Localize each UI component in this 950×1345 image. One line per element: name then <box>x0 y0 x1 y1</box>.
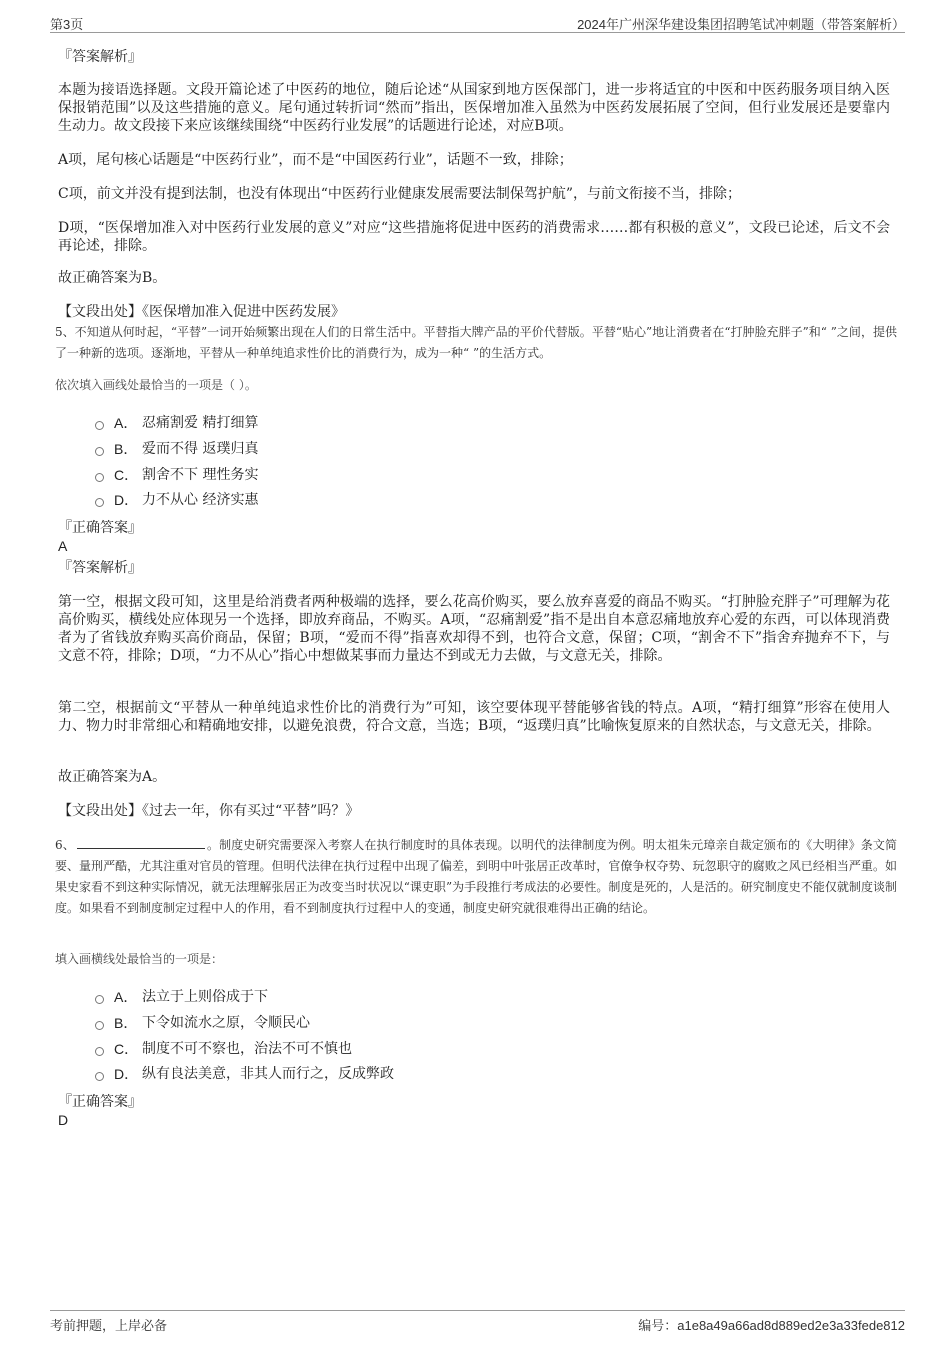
q5-option-b[interactable] <box>95 440 258 458</box>
document-id: 编号：a1e8a49a66ad8d889ed2e3a33fede812 <box>638 1318 905 1333</box>
document-title: 2024年广州深华建设集团招聘笔试冲刺题（带答案解析） <box>577 17 905 32</box>
option-text: 割舍不下 理性务实 <box>142 467 259 483</box>
q6-option-c[interactable] <box>95 1040 352 1058</box>
option-letter: D． <box>114 1066 139 1082</box>
page-number: 第3页 <box>50 17 84 32</box>
option-letter: D． <box>114 492 139 508</box>
radio-button-icon[interactable] <box>95 473 104 482</box>
radio-button-icon[interactable] <box>95 421 104 430</box>
q6-option-a[interactable] <box>95 988 268 1006</box>
option-text: 爱而不得 返璞归真 <box>142 441 259 457</box>
q4-analysis-p4: D项，“医保增加准入对中医药行业发展的意义”对应“这些措施将促进中医药的消费需求……都有积极的意义”，文段已论述，后文不会再论述，排除。 <box>58 220 890 254</box>
q6-question-text: 。制度史研究需要深入考察人在执行制度时的具体表现。以明代的法律制度为例。明太祖朱元璋亲自裁定颁布的《大明律》条文简要、量刑严酷，尤其注重对官员的管理。但明代法律在执行过程中出现了偏差，到明中叶张居正改革时，官僚争权夺势、玩忽职守的腐败之风已经相当严重。如果史家看不到这种实际情况，就无法理解张居正为改变当时状况以“课吏职”为手段推行考成法的必要性。制度是死的，人是活的。研究制度史不能仅就制度谈制度。如果看不到制度制定过程中人的作用，看不到制度执行过程中人的变通，制度史研究就很难得出正确的结论。 <box>55 838 897 915</box>
q4-source: 【文段出处】《医保增加准入促进中医药发展》 <box>58 304 345 320</box>
option-text: 法立于上则俗成于下 <box>142 989 268 1005</box>
q5-answer-statement: 故正确答案为A。 <box>58 769 167 785</box>
radio-button-icon[interactable] <box>95 995 104 1004</box>
q5-option-c[interactable] <box>95 466 258 484</box>
q5-answer-label: 『正确答案』 <box>58 520 142 536</box>
radio-button-icon[interactable] <box>95 447 104 456</box>
radio-button-icon[interactable] <box>95 498 104 507</box>
q4-answer-statement: 故正确答案为B。 <box>58 270 167 286</box>
q5-analysis-p1: 第一空，根据文段可知，这里是给消费者两种极端的选择，要么花高价购买，要么放弃喜爱的商品不购买。“打肿脸充胖子”可理解为花高价购买，横线处应体现另一个选择，即放弃商品，不购买。A项，“忍痛割爱”指不是出自本意忍痛地放弃心爱的东西，可以体现消费者为了省钱放弃购买高价商品，保留；B项，“爱而不得”指喜欢却得不到，也符合文意，保留；C项，“割舍不下”指舍弃抛弃不下，与文意不符，排除；D项，“力不从心”指心中想做某事而力量达不到或无力去做，与文意无关，排除。 <box>58 594 890 664</box>
q5-source: 【文段出处】《过去一年，你有买过“平替”吗？》 <box>58 803 360 819</box>
page-header <box>50 12 905 33</box>
q6-prompt: 填入画横线处最恰当的一项是： <box>55 952 224 966</box>
q6-question <box>55 835 897 919</box>
option-letter: C． <box>114 1041 139 1057</box>
q5-analysis-p2: 第二空，根据前文“平替从一种单纯追求性价比的消费行为”可知，该空要体现平替能够省钱的特点。A项，“精打细算”形容在使用人力、物力时非常细心和精确地安排，以避免浪费，符合文意，当选；B项，“返璞归真”比喻恢复原来的自然状态，与文意无关，排除。 <box>58 700 890 734</box>
option-text: 纵有良法美意，非其人而行之，反成弊政 <box>142 1066 394 1082</box>
q5-prompt: 依次填入画线处最恰当的一项是（ ）。 <box>55 378 257 392</box>
q4-analysis-p3: C项，前文并没有提到法制，也没有体现出“中医药行业健康发展需要法制保驾护航”，与前文衔接不当，排除； <box>58 186 742 202</box>
option-text: 忍痛割爱 精打细算 <box>142 415 259 431</box>
radio-button-icon[interactable] <box>95 1072 104 1081</box>
q6-option-b[interactable] <box>95 1014 310 1032</box>
q6-answer-label: 『正确答案』 <box>58 1094 142 1110</box>
radio-button-icon[interactable] <box>95 1047 104 1056</box>
option-letter: A． <box>114 415 138 431</box>
q6-answer: D <box>58 1112 69 1128</box>
radio-button-icon[interactable] <box>95 1021 104 1030</box>
fill-blank-line <box>77 836 205 849</box>
option-letter: B． <box>114 1015 138 1031</box>
q4-analysis-label: 『答案解析』 <box>58 49 142 65</box>
q6-number: 6、 <box>55 838 75 852</box>
q5-option-a[interactable] <box>95 414 258 432</box>
option-letter: A． <box>114 989 138 1005</box>
q6-option-d[interactable] <box>95 1065 394 1083</box>
option-text: 力不从心 经济实惠 <box>142 492 259 508</box>
q5-option-d[interactable] <box>95 491 258 509</box>
q4-analysis-p2: A项，尾句核心话题是“中医药行业”，而不是“中国医药行业”，话题不一致，排除； <box>58 152 573 168</box>
q5-question-text: 5、不知道从何时起，“平替”一词开始频繁出现在人们的日常生活中。平替指大牌产品的平价代替版。平替“贴心”地让消费者在“打肿脸充胖子”和“ ”之间，提供了一种新的选项。逐渐地，平替从一种单纯追求性价比的消费行为，成为一种“ ”的生活方式。 <box>55 325 897 360</box>
footer-slogan: 考前押题，上岸必备 <box>50 1318 168 1333</box>
option-letter: B． <box>114 441 138 457</box>
option-text: 制度不可不察也，治法不可不慎也 <box>142 1041 352 1057</box>
q4-analysis-p1: 本题为接语选择题。文段开篇论述了中医药的地位，随后论述“从国家到地方医保部门，进一步将适宜的中医和中医药服务项目纳入医保报销范围”以及这些措施的意义。尾句通过转折词“然而”指出，医保增加准入虽然为中医药发展拓展了空间，但行业发展还是要靠内生动力。故文段接下来应该继续围绕“中医药行业发展”的话题进行论述，对应B项。 <box>58 82 890 134</box>
page-footer <box>50 1310 905 1333</box>
q5-analysis-label: 『答案解析』 <box>58 560 142 576</box>
q5-answer: A <box>58 538 68 554</box>
option-letter: C． <box>114 467 139 483</box>
option-text: 下令如流水之原，令顺民心 <box>142 1015 310 1031</box>
